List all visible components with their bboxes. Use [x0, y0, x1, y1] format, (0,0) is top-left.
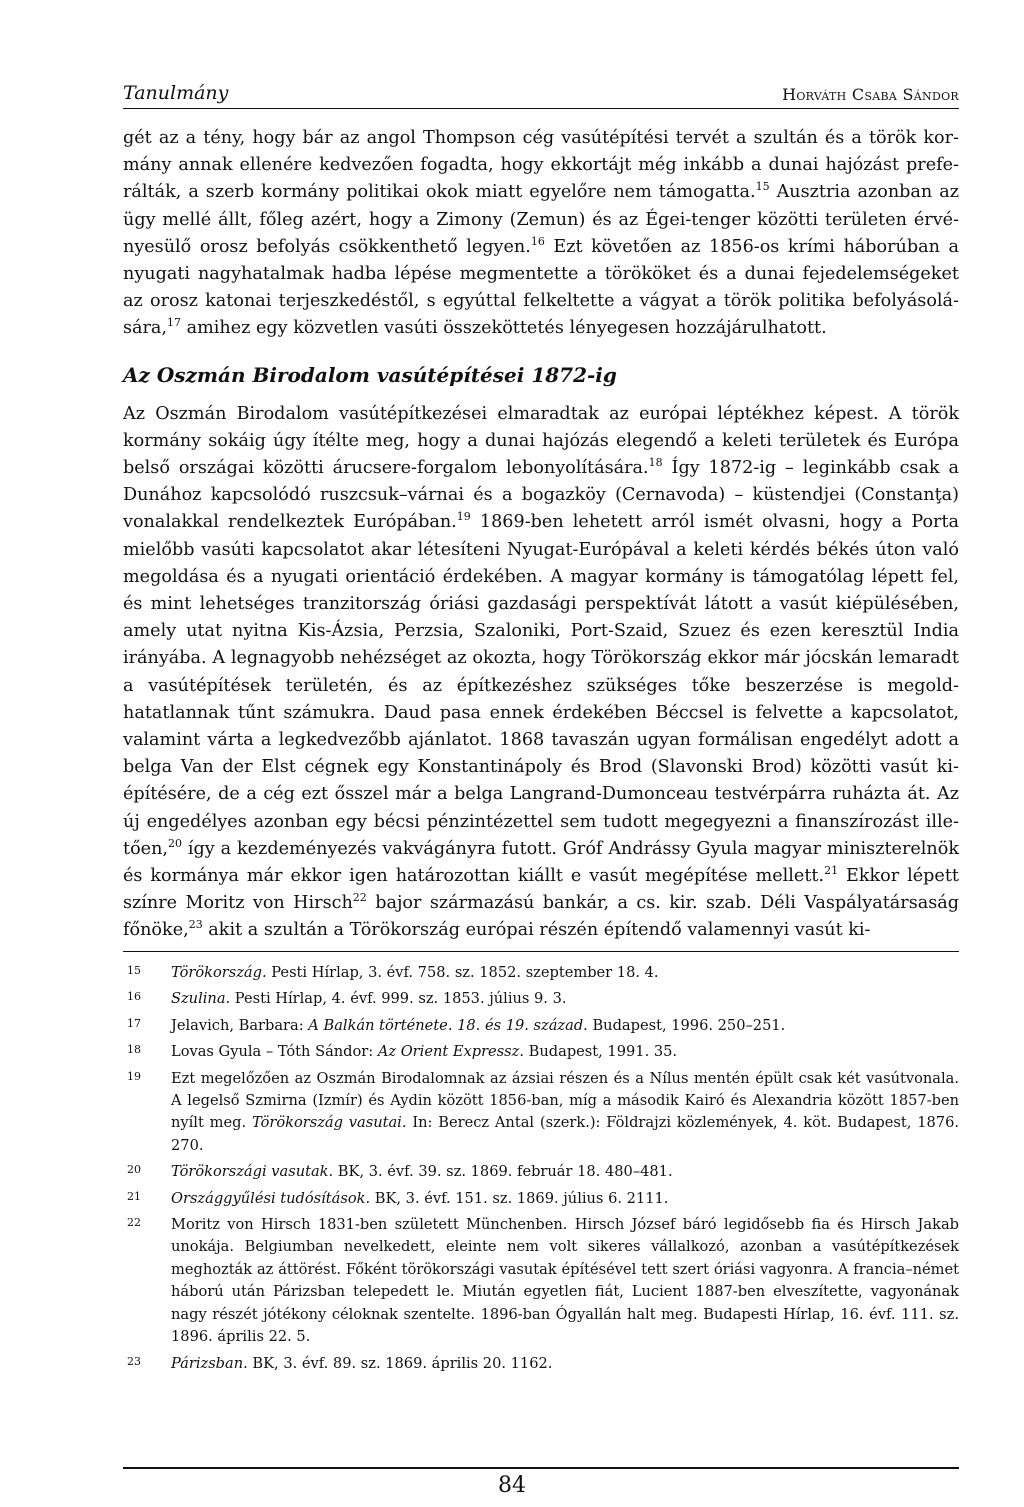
footnote-body: Moritz von Hirsch 1831-ben született Münchenben. Hirsch József báró legidősebb fia és Hirsch Jakab unokája. Belgiumban nevelkedett, eleinte nem volt sikeres vállalkozó, azonban a vasútépítkezések meghozták az áttörést. Főként törökországi vasutak építésével tett szert óriási vagyonra. A francia–német háború után Párizsban telepedett le. Miután egyetlen fiát, Lucient 1887-ben elveszítette, vagyonának nagy részét jótékony céloknak szentelte. 1896-ban Ógyallán halt meg. Budapesti Hírlap, 16. évf. 111. sz. 1896. április 22. 5. — [171, 1216, 959, 1346]
footnote-ref-18[interactable]: 18 — [648, 456, 663, 470]
footnote-citation: BK, 3. évf. 151. sz. 1869. július 6. 2111. — [370, 1189, 669, 1207]
running-header — [123, 76, 959, 109]
footnote — [123, 1161, 959, 1183]
footnote — [123, 962, 959, 984]
page-number: 84 — [498, 1473, 526, 1498]
footnote-citation: BK, 3. évf. 39. sz. 1869. február 18. 480–481. — [333, 1163, 673, 1181]
footnote-title: Törökországi vasutak. — [171, 1163, 334, 1181]
footnote-body: Ezt megelőzően az Oszmán Birodalomnak az ázsiai részen és a Nílus mentén épült csak két vasútvonala. A legelső Szmirna (Izmír) és Aydin között 1856-ban, míg a második Kairó és Alexandria között 1857-ben nyílt meg. — [171, 1069, 959, 1132]
text-run: Az Oszmán Birodalom vasútépítkezései elmaradtak az európai léptékhez képest. A török kormány sokáig úgy ítélte meg, hogy a dunai hajózás elegendő a keleti területek és Európa belső országai közötti árucsere-forgalom lebonyolítására. — [123, 403, 959, 479]
text-run: Ezt követően az 1856-os krími háborúban a nyugati nagyhatalmak hadba lépése megmentette a törököket és a dunai fejedelemségeket az orosz katonai terjeszkedéstől, s egyúttal felkeltette a vágyat a török politika befolyásolására, — [123, 236, 959, 339]
text-run: így a kezdeményezés vakvágányra futott. Gróf Andrássy Gyula magyar miniszterelnök és kormánya már ekkor igen határozottan kiállt e vasút megépítése mellett. — [123, 838, 959, 887]
footnote-number: 20 — [127, 1163, 141, 1177]
paragraph-2 — [123, 401, 959, 945]
header-author: Horváth Csaba Sándor — [782, 85, 959, 104]
footnote-text — [171, 1015, 959, 1037]
footnote-number: 22 — [127, 1216, 141, 1230]
footnote-ref-19[interactable]: 19 — [456, 510, 471, 524]
footnote-text — [171, 1041, 959, 1063]
footnote-text — [171, 1214, 959, 1348]
text-run: akit a szultán a Törökország európai részén építendő valamennyi vasút ki- — [202, 920, 871, 941]
footnote-citation: BK, 3. évf. 89. sz. 1869. április 20. 1162. — [247, 1354, 553, 1372]
footnote-ref-21[interactable]: 21 — [824, 864, 839, 878]
footnote-number: 23 — [127, 1354, 141, 1368]
footnote-ref-22[interactable]: 22 — [352, 891, 367, 905]
footnote-number: 15 — [127, 964, 141, 977]
footnote-ref-17[interactable]: 17 — [167, 316, 182, 330]
footnote — [123, 1068, 959, 1158]
footnote-citation: Pesti Hírlap, 3. évf. 758. sz. 1852. szeptember 18. 4. — [266, 964, 659, 981]
footnote-title: Párizsban. — [171, 1354, 248, 1372]
footnote-ref-20[interactable]: 20 — [168, 837, 182, 851]
text-run: bajor származású bankár, a cs. kir. szab. Déli Vaspályatársaság főnöke, — [123, 893, 959, 941]
footnote-text — [171, 988, 959, 1010]
text-run: Ausztria azonban az ügy mellé állt, főleg azért, hogy a Zimony (Zemun) és az Égei-tenger közötti területen érvényesülő orosz befolyás csökkenthető legyen. — [123, 182, 960, 257]
footnote — [123, 1015, 959, 1037]
footnote-number: 16 — [127, 990, 141, 1004]
footnote-number: 18 — [127, 1043, 141, 1057]
footnote-author: Lovas Gyula – Tóth Sándor: — [171, 1043, 378, 1061]
footnote-author: Jelavich, Barbara: — [171, 1016, 309, 1034]
footnote-title: Törökország. — [171, 964, 267, 981]
footnote-ref-23[interactable]: 23 — [188, 918, 203, 932]
footnote-citation: Pesti Hírlap, 4. évf. 999. sz. 1853. július 9. 3. — [230, 990, 567, 1008]
footnote-ref-15[interactable]: 15 — [755, 180, 770, 194]
header-section-label: Tanulmány — [123, 82, 229, 104]
body-text — [123, 125, 959, 945]
footnote-title: A Balkán története. 18. és 19. század. — [308, 1016, 588, 1034]
footnote-citation: In: Berecz Antal (szerk.): Földrajzi közlemények, 4. köt. Budapest, 1876. 270. — [171, 1114, 959, 1154]
footnote — [123, 1188, 959, 1210]
footnote — [123, 1214, 959, 1348]
footnote-title: Az Orient Expressz. — [377, 1043, 525, 1061]
footnote-citation: Budapest, 1991. 35. — [524, 1043, 678, 1061]
footnote — [123, 1041, 959, 1063]
paragraph-1 — [123, 125, 959, 343]
text-run: gét az a tény, hogy bár az angol Thompson cég vasútépítési tervét a szultán és a török kormány annak ellenére kedvezően fogadta, hogy ekkortájt még inkább a dunai hajózást preferálták, a szerb kormány politikai okok miatt egyelőre nem támogatta. — [123, 128, 959, 203]
footnote-number: 21 — [127, 1189, 141, 1203]
footnote-title: Szulina. — [171, 990, 231, 1008]
footnote-text — [171, 962, 959, 984]
footnote-ref-16[interactable]: 16 — [530, 234, 545, 248]
text-run: Így 1872-ig – leginkább csak a Dunához kapcsolódó ruszcsuk–várnai és a bogazköy (Cernavoda) – küstendjei (Constanţa) vonalakkal rendelkeztek Európában. — [123, 458, 959, 533]
footnote-title: Törökország vasutai. — [251, 1114, 407, 1132]
footnote-text — [171, 1068, 959, 1158]
text-run: amihez egy közvetlen vasúti összeköttetés lényegesen hozzájárulhatott. — [181, 318, 827, 339]
footnotes — [123, 962, 959, 1379]
text-run: 1869-ben lehetett arról ismét olvasni, hogy a Porta mielőbb vasúti kapcsolatot akar létesíteni Nyugat-Európával a keleti kérdés békés úton való megoldása és a nyugati orientáció érdekében. A magyar kormány is támogatólag lépett fel, és mint lehetséges tranzitország óriási gazdasági perspektívát látott a vasút kiépülésében, amely utat nyitna Kis-Ázsia, Perzsia, Szaloniki, Port-Szaid, Szuez és ezen keresztül India irányába. A legnagyobb nehézséget az okozta, hogy Törökország ekkor már jócskán lemaradt a vasútépítések területén, és az építkezéshez szükséges tőke beszerzése is megoldhatatlannak tűnt számukra. Daud pasa ennek érdekében Béccsel is felvette a kapcsolatot, valamint várta a legkedvezőbb ajánlatot. 1868 tavaszán ugyan formálisan engedélyt adott a belga Van der Elst cégnek egy Konstantinápoly és Brod (Slavonski Brod) közötti vasút kiépítésére, de a cég ezt ősszel már a belga Langrand-Dumonceau testvérpárra ruházta át. Az új engedélyes azonban egy bécsi pénzintézettel sem tudott megegyezni a finanszírozást illetően, — [123, 512, 960, 859]
footnote — [123, 988, 959, 1010]
footnote — [123, 1353, 959, 1375]
page-bottom-rule — [123, 1467, 959, 1469]
page — [123, 76, 959, 945]
footnote-title: Országgyűlési tudósítások. — [171, 1189, 371, 1207]
footnote-number: 19 — [127, 1069, 141, 1083]
footnote-text — [171, 1161, 959, 1183]
footnote-divider — [123, 951, 959, 952]
section-heading: Az Oszmán Birodalom vasútépítései 1872-ig — [123, 362, 617, 387]
footnote-text — [171, 1188, 959, 1210]
footnote-citation: Budapest, 1996. 250–251. — [587, 1016, 786, 1034]
footnote-text — [171, 1353, 959, 1375]
footnote-number: 17 — [127, 1016, 141, 1030]
text-run: Ekkor lépett színre Moritz von Hirsch — [123, 866, 959, 914]
